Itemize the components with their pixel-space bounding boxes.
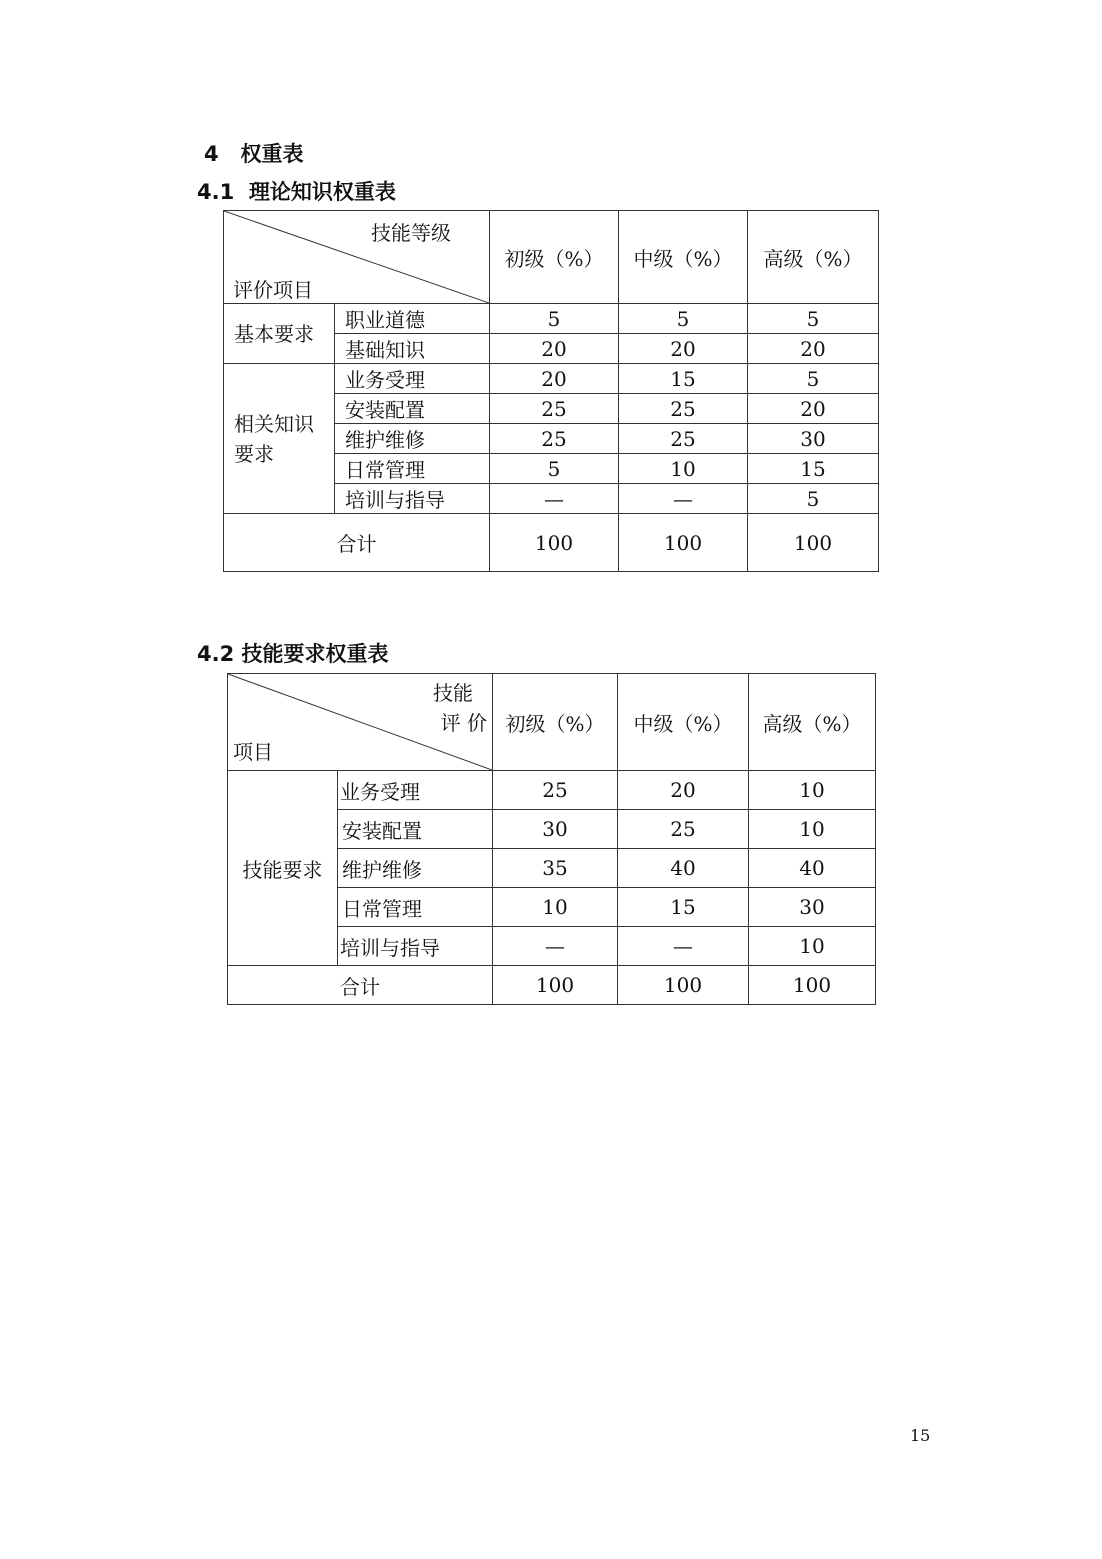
- table1-cell: 20: [748, 334, 879, 364]
- table2-row-item: 安装配置: [338, 810, 493, 849]
- skill-requirement-weight-table: [227, 673, 876, 1005]
- table2-total-cell: 100: [618, 966, 749, 1005]
- table1-group-basic: 基本要求: [224, 304, 335, 364]
- table2-cell: —: [493, 927, 618, 966]
- table1-row-item: 安装配置: [335, 394, 490, 424]
- table1-corner-bottom-label: 评价项目: [233, 278, 313, 302]
- table2-corner-header: [228, 674, 493, 771]
- table1-cell: 20: [490, 364, 619, 394]
- table2-corner-bottom-label: 项目: [233, 740, 273, 764]
- table2-row-item: 日常管理: [338, 888, 493, 927]
- table1-cell: 25: [490, 394, 619, 424]
- theory-knowledge-weight-table: [223, 210, 879, 572]
- table1-cell: 20: [619, 334, 748, 364]
- table1-cell: 10: [619, 454, 748, 484]
- table1-corner-top-label: 技能等级: [371, 221, 451, 245]
- table1-row-item: 基础知识: [335, 334, 490, 364]
- section-heading-4: 4 权重表: [204, 142, 304, 166]
- table2-cell: 25: [493, 771, 618, 810]
- table1-total-cell: 100: [748, 514, 879, 572]
- table1-cell: —: [490, 484, 619, 514]
- table1-cell: 20: [748, 394, 879, 424]
- table1-cell: 5: [490, 304, 619, 334]
- table1-cell: 5: [748, 484, 879, 514]
- table2-cell: 30: [749, 888, 876, 927]
- table2-group-skill: 技能要求: [228, 771, 338, 966]
- table1-cell: 5: [619, 304, 748, 334]
- table2-cell: 10: [749, 810, 876, 849]
- table1-cell: 15: [748, 454, 879, 484]
- table2-total-label: 合计: [228, 966, 493, 1005]
- table2-cell: 10: [749, 927, 876, 966]
- table2-cell: 20: [618, 771, 749, 810]
- table2-row-item: 业务受理: [338, 771, 493, 810]
- table1-total-cell: 100: [490, 514, 619, 572]
- table2-cell: 10: [493, 888, 618, 927]
- table2-header-junior: 初级（%）: [493, 674, 618, 771]
- table1-cell: 5: [748, 304, 879, 334]
- page-number: 15: [910, 1426, 931, 1445]
- table1-row-item: 培训与指导: [335, 484, 490, 514]
- table2-header-senior: 高级（%）: [749, 674, 876, 771]
- table2-cell: 30: [493, 810, 618, 849]
- table1-cell: 25: [490, 424, 619, 454]
- table2-cell: —: [618, 927, 749, 966]
- table1-row-item: 维护维修: [335, 424, 490, 454]
- section-heading-4-1: 4.1 理论知识权重表: [197, 180, 396, 204]
- table1-row-item: 职业道德: [335, 304, 490, 334]
- table2-cell: 25: [618, 810, 749, 849]
- table2-cell: 40: [618, 849, 749, 888]
- table1-cell: 25: [619, 394, 748, 424]
- table1-total-label: 合计: [224, 514, 490, 572]
- table1-cell: 5: [748, 364, 879, 394]
- table1-cell: —: [619, 484, 748, 514]
- table1-total-cell: 100: [619, 514, 748, 572]
- table2-cell: 40: [749, 849, 876, 888]
- table2-corner-top-line2: 评 价: [440, 711, 487, 735]
- table2-cell: 35: [493, 849, 618, 888]
- table1-corner-header: [224, 211, 490, 304]
- table1-header-senior: 高级（%）: [748, 211, 879, 304]
- table2-corner-top-label: [433, 678, 487, 738]
- table2-cell: 15: [618, 888, 749, 927]
- table1-header-intermediate: 中级（%）: [619, 211, 748, 304]
- table2-row-item: 培训与指导: [338, 927, 493, 966]
- table1-group-related: 相关知识要求: [224, 364, 335, 514]
- table1-cell: 15: [619, 364, 748, 394]
- table1-row-item: 业务受理: [335, 364, 490, 394]
- table2-row-item: 维护维修: [338, 849, 493, 888]
- table1-cell: 5: [490, 454, 619, 484]
- table2-corner-top-line1: 技能: [433, 681, 473, 705]
- table1-cell: 20: [490, 334, 619, 364]
- table2-total-cell: 100: [493, 966, 618, 1005]
- table1-header-junior: 初级（%）: [490, 211, 619, 304]
- table1-cell: 25: [619, 424, 748, 454]
- table2-header-intermediate: 中级（%）: [618, 674, 749, 771]
- table2-total-cell: 100: [749, 966, 876, 1005]
- table1-row-item: 日常管理: [335, 454, 490, 484]
- section-heading-4-2: 4.2 技能要求权重表: [197, 642, 389, 666]
- table2-cell: 10: [749, 771, 876, 810]
- table1-cell: 30: [748, 424, 879, 454]
